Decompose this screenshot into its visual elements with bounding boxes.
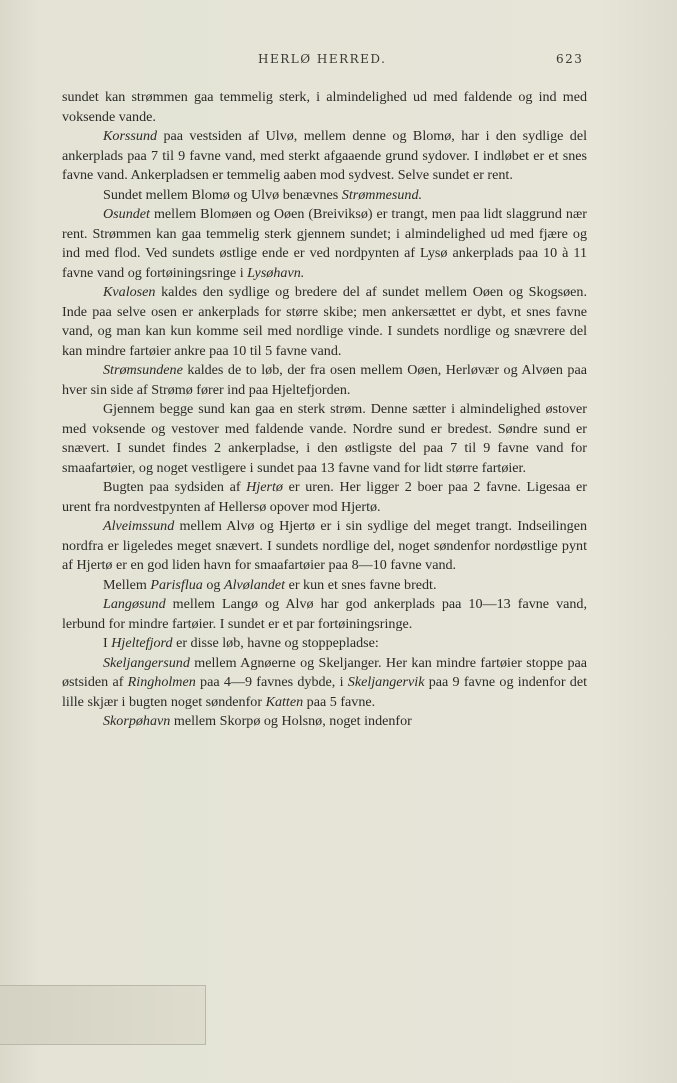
paragraph-text: mellem Blomøen og Oøen (Breiviksø) er trangt, men paa lidt slaggrund nær rent. Strømmen kan gaa temmelig sterk gjennem sundet; i almindelighed ud med fjære og ind med flod. Ved sundets østlige ende er ved nordpynten af Lysø ankerplads paa 10 à 11 favne vand og fortøiningsringe i [62, 206, 587, 281]
header-title: HERLØ HERRED. [258, 52, 387, 66]
paragraph [62, 88, 587, 127]
italic-term: Skeljangersund [103, 654, 190, 671]
italic-term: Hjeltefjord [111, 635, 173, 651]
paragraph [62, 361, 587, 400]
italic-term: Hjertø [246, 479, 283, 495]
paragraph-text: paa 9 favne og indenfor det lille skjær i bugten noget søndenfor [62, 674, 587, 710]
paragraph-text: kaldes de to løb, der fra osen mellem Oøen, Herløvær og Alvøen paa hver sin side af Strømø fører ind paa Hjeltefjorden. [62, 362, 587, 398]
italic-term: Ringholmen [127, 674, 196, 690]
paragraph-text: kaldes den sydlige og bredere del af sundet mellem Oøen og Skogsøen. Inde paa selve osen er ankerplads for større skibe; men ankersættet er dybt, et snes favne vand, og man kan kun komme seil med nordlige vinde. I sundets nordlige og snævrere del kan mindre fartøier ankre paa 10 til 5 favne vand. [62, 284, 587, 359]
paragraph [62, 634, 587, 654]
paragraph-text: Mellem [103, 576, 151, 593]
italic-term: Strømsundene [103, 362, 183, 378]
paragraph-text: paa 4—9 favnes dybde, i [195, 674, 348, 690]
paragraph [62, 283, 587, 361]
paragraph-text: Sundet mellem Blomø og Ulvø benævnes [103, 186, 342, 203]
paragraph [62, 654, 587, 713]
paragraph [62, 205, 587, 283]
paragraph-text: mellem Skorpø og Holsnø, noget indenfor [170, 713, 412, 729]
paragraph [62, 576, 587, 596]
paragraph-text: er disse løb, havne og stoppepladse: [172, 635, 379, 651]
italic-term: Katten [265, 693, 304, 710]
body-text [62, 88, 587, 732]
paragraph-text: paa 5 favne. [303, 693, 376, 710]
paragraph [62, 712, 587, 732]
paragraph [62, 127, 587, 186]
paragraph [62, 478, 587, 517]
paragraph-text: mellem Agnøerne og Skeljanger. Her kan mindre fartøier stoppe paa østsiden af [62, 654, 587, 690]
italic-term: Langøsund [103, 596, 166, 612]
italic-term: Kvalosen [103, 284, 156, 300]
italic-term: Lysøhavn. [247, 264, 305, 281]
italic-term: Strømmesund. [341, 186, 423, 203]
italic-term: Osundet [103, 206, 150, 222]
italic-term: Korssund [103, 128, 158, 144]
italic-term: Alveimssund [103, 518, 175, 534]
italic-term: Skorpøhavn [103, 713, 171, 729]
paragraph-text: sundet kan strømmen gaa temmelig sterk, i almindelighed ud med faldende og ind med voksende vande. [62, 89, 587, 125]
paragraph-text: er kun et snes favne bredt. [285, 576, 437, 593]
italic-term: Alvølandet [223, 576, 286, 593]
paragraph [62, 400, 587, 478]
paragraph-text: er uren. Her ligger 2 boer paa 2 favne. Ligesaa er urent fra nordvestpynten af Hellersø opover mod Hjertø. [62, 479, 587, 515]
italic-term: Parisflua [150, 576, 203, 593]
paper-stain [0, 985, 206, 1045]
paragraph-text: paa vestsiden af Ulvø, mellem denne og Blomø, har i den sydlige del ankerplads paa 7 til 9 favne vand, med sterkt afgaaende grund sydover. I indløbet er et snes favne vand. Ankerpladsen er temmelig aaben mod sydvest. Selve sundet er rent. [62, 128, 587, 183]
paragraph [62, 186, 587, 206]
page-number: 623 [556, 52, 584, 66]
paragraph-text: mellem Alvø og Hjertø er i sin sydlige del meget trangt. Indseilingen nordfra er ligeledes meget snævert. I sundets nordlige del, noget søndenfor nordøstlige pynt af Hjertø er en god liden havn for smaafartøier paa 8—10 favne vand. [62, 518, 587, 573]
italic-term: Skeljangervik [347, 674, 425, 690]
paragraph-text: Gjennem begge sund kan gaa en sterk strøm. Denne sætter i almindelighed østover med voksende og vestover med faldende vande. Nordre sund er bredest. Søndre sund er snævert. I sundet findes 2 ankerpladse, i den østligste del paa 7 til 9 favne vand for smaafartøier, og noget vestligere i sundet paa 13 favne vand for lidt større fartøier. [62, 401, 587, 476]
paragraph [62, 517, 587, 576]
paragraph [62, 595, 587, 634]
paragraph-text: og [202, 576, 224, 593]
paragraph-text: I [103, 635, 112, 651]
paragraph-text: mellem Langø og Alvø har god ankerplads paa 10—13 favne vand, lerbund for mindre fartøier. I sundet er et par fortøiningsringe. [62, 596, 587, 632]
paragraph-text: Bugten paa sydsiden af [103, 479, 247, 495]
running-header [0, 52, 677, 70]
